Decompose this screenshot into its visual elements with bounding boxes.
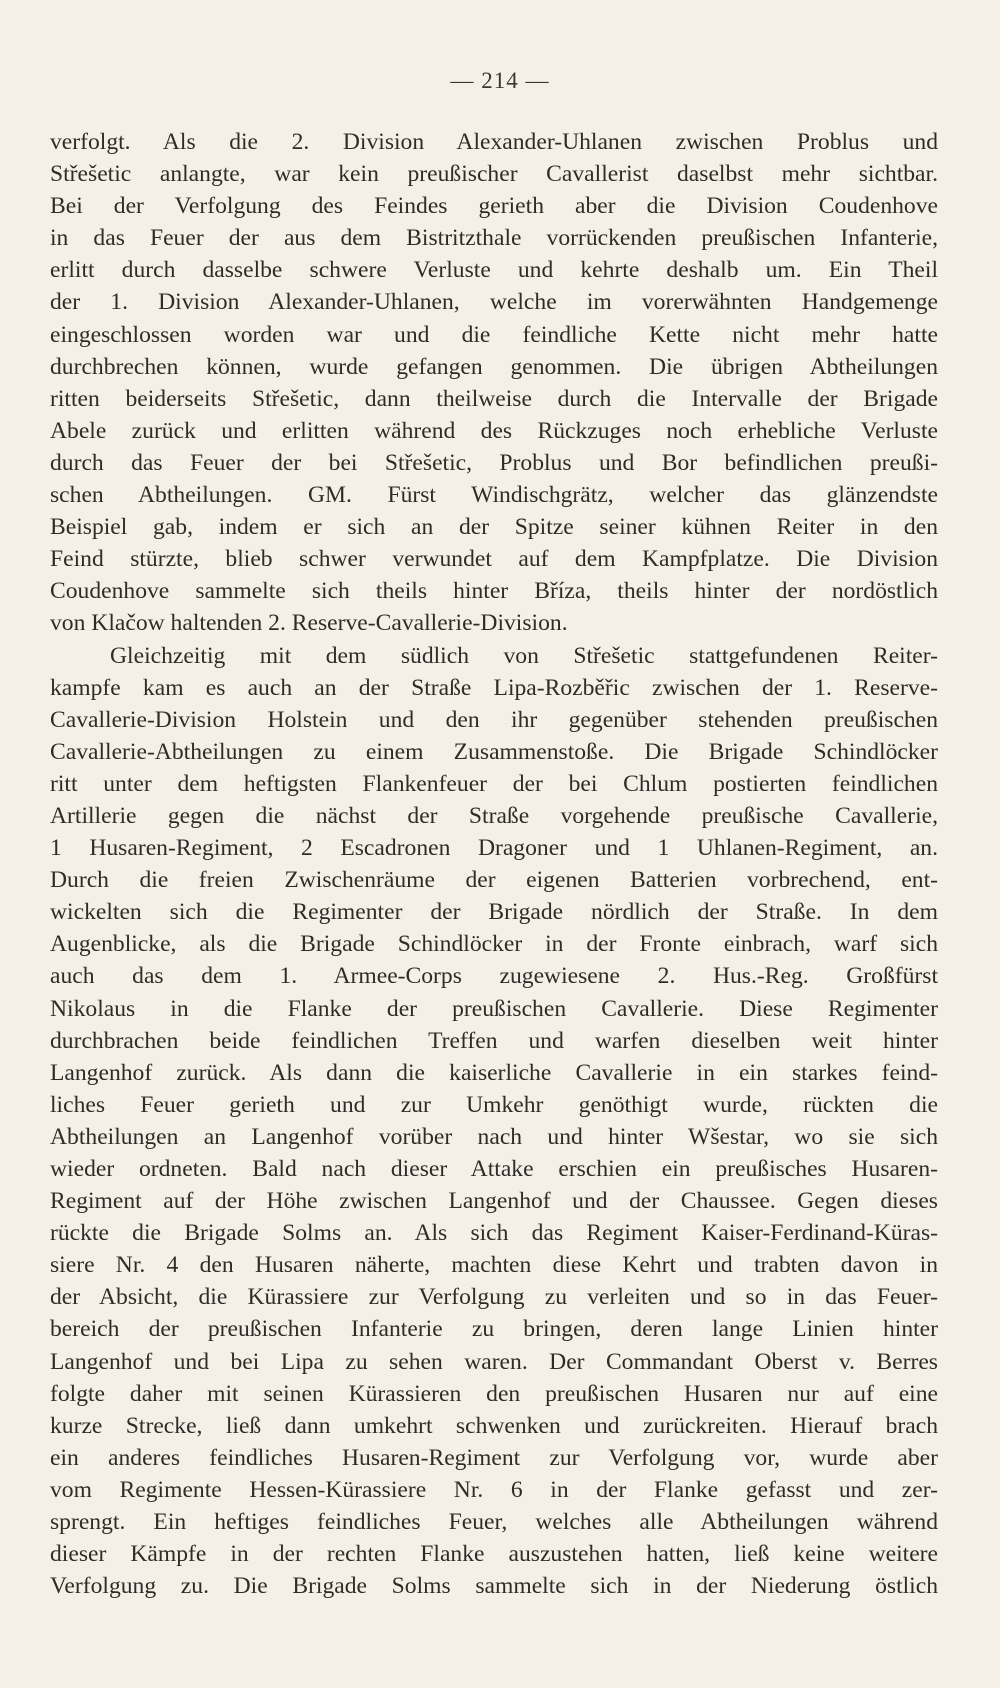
text-line: liches Feuer gerieth und zur Umkehr genöthigt wurde, rückten die	[50, 1091, 938, 1118]
text-line: Cavallerie-Division Holstein und den ihr gegenüber stehenden preußischen	[50, 706, 938, 733]
text-line: durchbrachen beide feindlichen Treffen und warfen dieselben weit hinter	[50, 1027, 938, 1054]
text-line: Feind stürzte, blieb schwer verwundet auf dem Kampfplatze. Die Division	[50, 546, 938, 573]
text-line: ritt unter dem heftigsten Flankenfeuer der bei Chlum postierten feindlichen	[50, 770, 938, 797]
text-line: ein anderes feindliches Husaren-Regiment zur Verfolgung vor, wurde aber	[50, 1444, 938, 1471]
text-line: folgte daher mit seinen Kürassieren den preußischen Husaren nur auf eine	[50, 1380, 938, 1407]
text-line: der Absicht, die Kürassiere zur Verfolgung zu verleiten und so in das Feuer-	[50, 1284, 938, 1311]
text-line: Langenhof zurück. Als dann die kaiserliche Cavallerie in ein starkes feind-	[50, 1059, 938, 1086]
text-line: wieder ordneten. Bald nach dieser Attake erschien ein preußisches Husaren-	[50, 1156, 938, 1182]
text-line: Artillerie gegen die nächst der Straße vorgehende preußische Cavallerie,	[50, 802, 938, 829]
body-text	[50, 126, 938, 1602]
text-line: dieser Kämpfe in der rechten Flanke auszustehen hatten, ließ keine weitere	[50, 1541, 938, 1568]
paragraph-start-line: Gleichzeitig mit dem südlich von Střešetic stattgefundenen Reiter-	[110, 642, 938, 669]
text-line: 1 Husaren-Regiment, 2 Escadronen Dragoner und 1 Uhlanen-Regiment, an.	[50, 835, 938, 862]
text-line: in das Feuer der aus dem Bistritzthale vorrückenden preußischen Infanterie,	[50, 225, 938, 252]
text-line: bereich der preußischen Infanterie zu bringen, deren lange Linien hinter	[50, 1316, 938, 1343]
text-line: Nikolaus in die Flanke der preußischen Cavallerie. Diese Regimenter	[50, 995, 938, 1022]
text-line: Langenhof und bei Lipa zu sehen waren. Der Commandant Oberst v. Berres	[50, 1348, 938, 1375]
text-line: siere Nr. 4 den Husaren näherte, machten diese Kehrt und trabten davon in	[50, 1252, 938, 1279]
text-line: ritten beiderseits Střešetic, dann theilweise durch die Intervalle der Brigade	[50, 385, 938, 412]
text-line: Coudenhove sammelte sich theils hinter Bříza, theils hinter der nordöstlich	[50, 578, 938, 605]
text-line: Abtheilungen an Langenhof vorüber nach und hinter Wšestar, wo sie sich	[50, 1123, 938, 1150]
text-line: sprengt. Ein heftiges feindliches Feuer, welches alle Abtheilungen während	[50, 1509, 938, 1536]
text-line: schen Abtheilungen. GM. Fürst Windischgrätz, welcher das glänzendste	[50, 482, 938, 509]
text-line: eingeschlossen worden war und die feindliche Kette nicht mehr hatte	[50, 321, 938, 348]
text-line: auch das dem 1. Armee-Corps zugewiesene 2. Hus.-Reg. Großfürst	[50, 963, 938, 990]
text-line: wickelten sich die Regimenter der Brigade nördlich der Straße. In dem	[50, 899, 938, 926]
text-line: verfolgt. Als die 2. Division Alexander-Uhlanen zwischen Problus und	[50, 129, 938, 155]
text-line: rückte die Brigade Solms an. Als sich das Regiment Kaiser-Ferdinand-Küras-	[50, 1220, 938, 1247]
text-line: Regiment auf der Höhe zwischen Langenhof und der Chaussee. Gegen dieses	[50, 1188, 938, 1215]
text-line: Střešetic anlangte, war kein preußischer Cavallerist daselbst mehr sichtbar.	[50, 161, 938, 188]
text-line: von Klačow haltenden 2. Reserve-Cavallerie-Division.	[50, 610, 568, 637]
text-line: Abele zurück und erlitten während des Rückzuges noch erhebliche Verluste	[50, 417, 938, 444]
text-line: Cavallerie-Abtheilungen zu einem Zusammenstoße. Die Brigade Schindlöcker	[50, 738, 938, 765]
text-line: kurze Strecke, ließ dann umkehrt schwenken und zurückreiten. Hierauf brach	[50, 1412, 938, 1439]
text-line: durch das Feuer der bei Střešetic, Problus und Bor befindlichen preußi-	[50, 449, 938, 476]
text-line: kampfe kam es auch an der Straße Lipa-Rozběřic zwischen der 1. Reserve-	[50, 674, 938, 701]
page-number: — 214 —	[450, 68, 550, 93]
text-line: erlitt durch dasselbe schwere Verluste und kehrte deshalb um. Ein Theil	[50, 257, 938, 284]
text-line: Verfolgung zu. Die Brigade Solms sammelte sich in der Niederung östlich	[50, 1573, 938, 1600]
text-line: der 1. Division Alexander-Uhlanen, welche im vorerwähnten Handgemenge	[50, 289, 938, 316]
text-line: durchbrechen können, wurde gefangen genommen. Die übrigen Abtheilungen	[50, 353, 938, 380]
text-line: vom Regimente Hessen-Kürassiere Nr. 6 in der Flanke gefasst und zer-	[50, 1476, 938, 1503]
text-line: Augenblicke, als die Brigade Schindlöcker in der Fronte einbrach, warf sich	[50, 931, 938, 958]
text-line: Durch die freien Zwischenräume der eigenen Batterien vorbrechend, ent-	[50, 867, 938, 894]
text-line: Bei der Verfolgung des Feindes gerieth aber die Division Coudenhove	[50, 193, 938, 220]
text-line: Beispiel gab, indem er sich an der Spitze seiner kühnen Reiter in den	[50, 514, 938, 541]
